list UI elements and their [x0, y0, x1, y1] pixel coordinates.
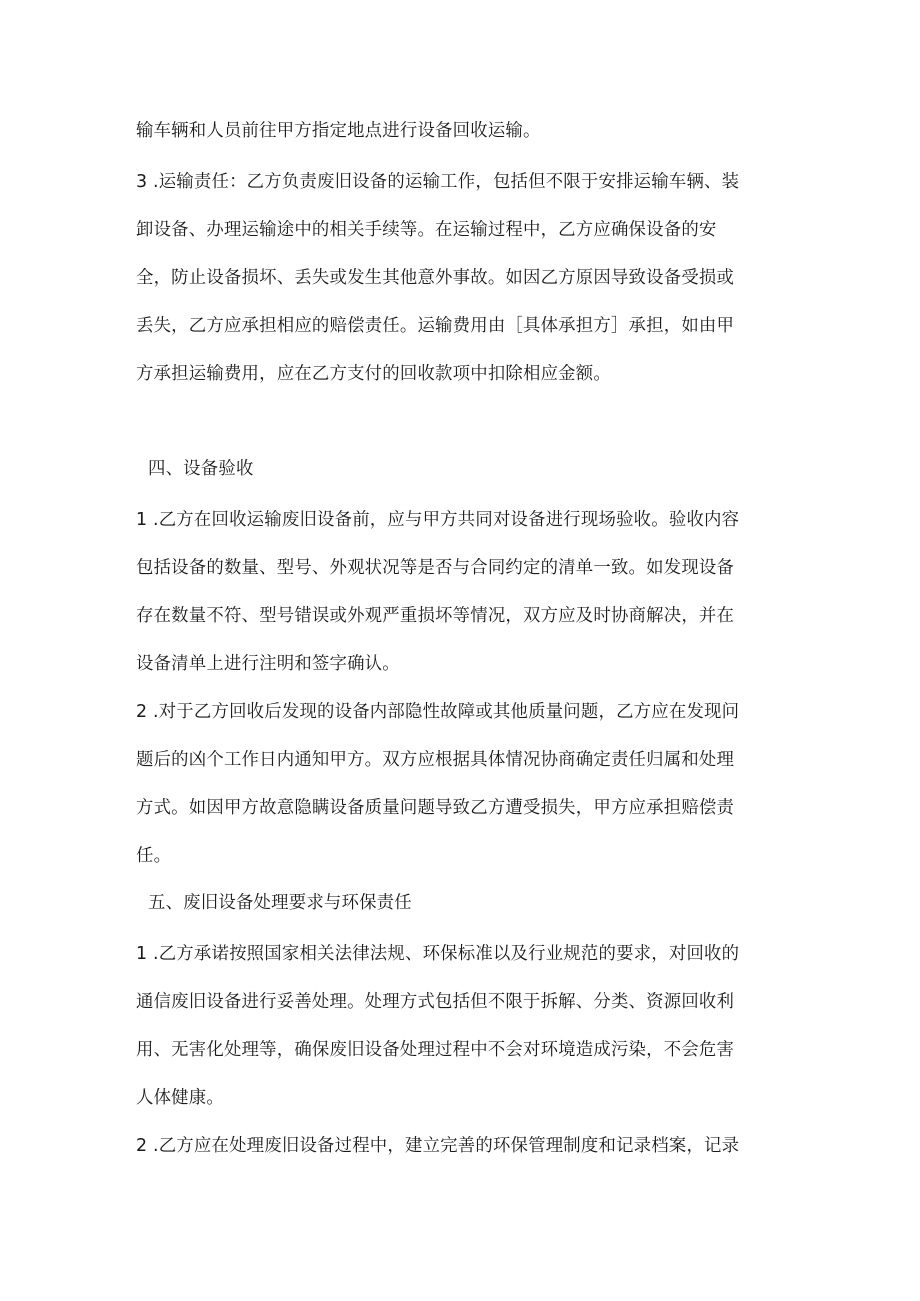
paragraph-line: 丢失，乙方应承担相应的赔偿责任。运输费用由［具体承担方］承担，如由甲 — [136, 316, 735, 336]
paragraph-line: 题后的凶个工作日内通知甲方。双方应根据具体情况协商确定责任归属和处理 — [136, 750, 735, 770]
paragraph-line: 全，防止设备损坏、丢失或发生其他意外事故。如因乙方原因导致设备受损或 — [136, 268, 735, 288]
paragraph-line: 用、无害化处理等，确保废旧设备处理过程中不会对环境造成污染，不会危害 — [136, 1040, 735, 1060]
paragraph-line: 1 .乙方承诺按照国家相关法律法规、环保标准以及行业规范的要求，对回收的 — [136, 944, 740, 964]
paragraph-line: 2 .对于乙方回收后发现的设备内部隐性故障或其他质量问题，乙方应在发现问 — [136, 702, 740, 722]
paragraph-line: 输车辆和人员前往甲方指定地点进行设备回收运输。 — [136, 121, 541, 141]
paragraph-line: 包括设备的数量、型号、外观状况等是否与合同约定的清单一致。如发现设备 — [136, 558, 735, 578]
section-heading: 四、设备验收 — [148, 459, 254, 479]
paragraph-line: 方式。如因甲方故意隐瞒设备质量问题导致乙方遭受损失，甲方应承担赔偿责 — [136, 798, 735, 818]
paragraph-line: 方承担运输费用，应在乙方支付的回收款项中扣除相应金额。 — [136, 364, 611, 384]
paragraph-line: 1 .乙方在回收运输废旧设备前，应与甲方共同对设备进行现场验收。验收内容 — [136, 510, 740, 530]
paragraph-line: 卸设备、办理运输途中的相关手续等。在运输过程中，乙方应确保设备的安 — [136, 220, 717, 240]
section-heading: 五、废旧设备处理要求与环保责任 — [148, 893, 412, 913]
paragraph-line: 存在数量不符、型号错误或外观严重损坏等情况，双方应及时协商解决，并在 — [136, 606, 735, 626]
paragraph-line: 3 .运输责任：乙方负责废旧设备的运输工作，包括但不限于安排运输车辆、装 — [136, 172, 740, 192]
paragraph-line: 2 .乙方应在处理废旧设备过程中，建立完善的环保管理制度和记录档案，记录 — [136, 1136, 740, 1156]
paragraph-line: 任。 — [136, 846, 172, 866]
paragraph-line: 设备清单上进行注明和签字确认。 — [136, 654, 400, 674]
paragraph-line: 人体健康。 — [136, 1088, 224, 1108]
paragraph-line: 通信废旧设备进行妥善处理。处理方式包括但不限于拆解、分类、资源回收利 — [136, 992, 735, 1012]
